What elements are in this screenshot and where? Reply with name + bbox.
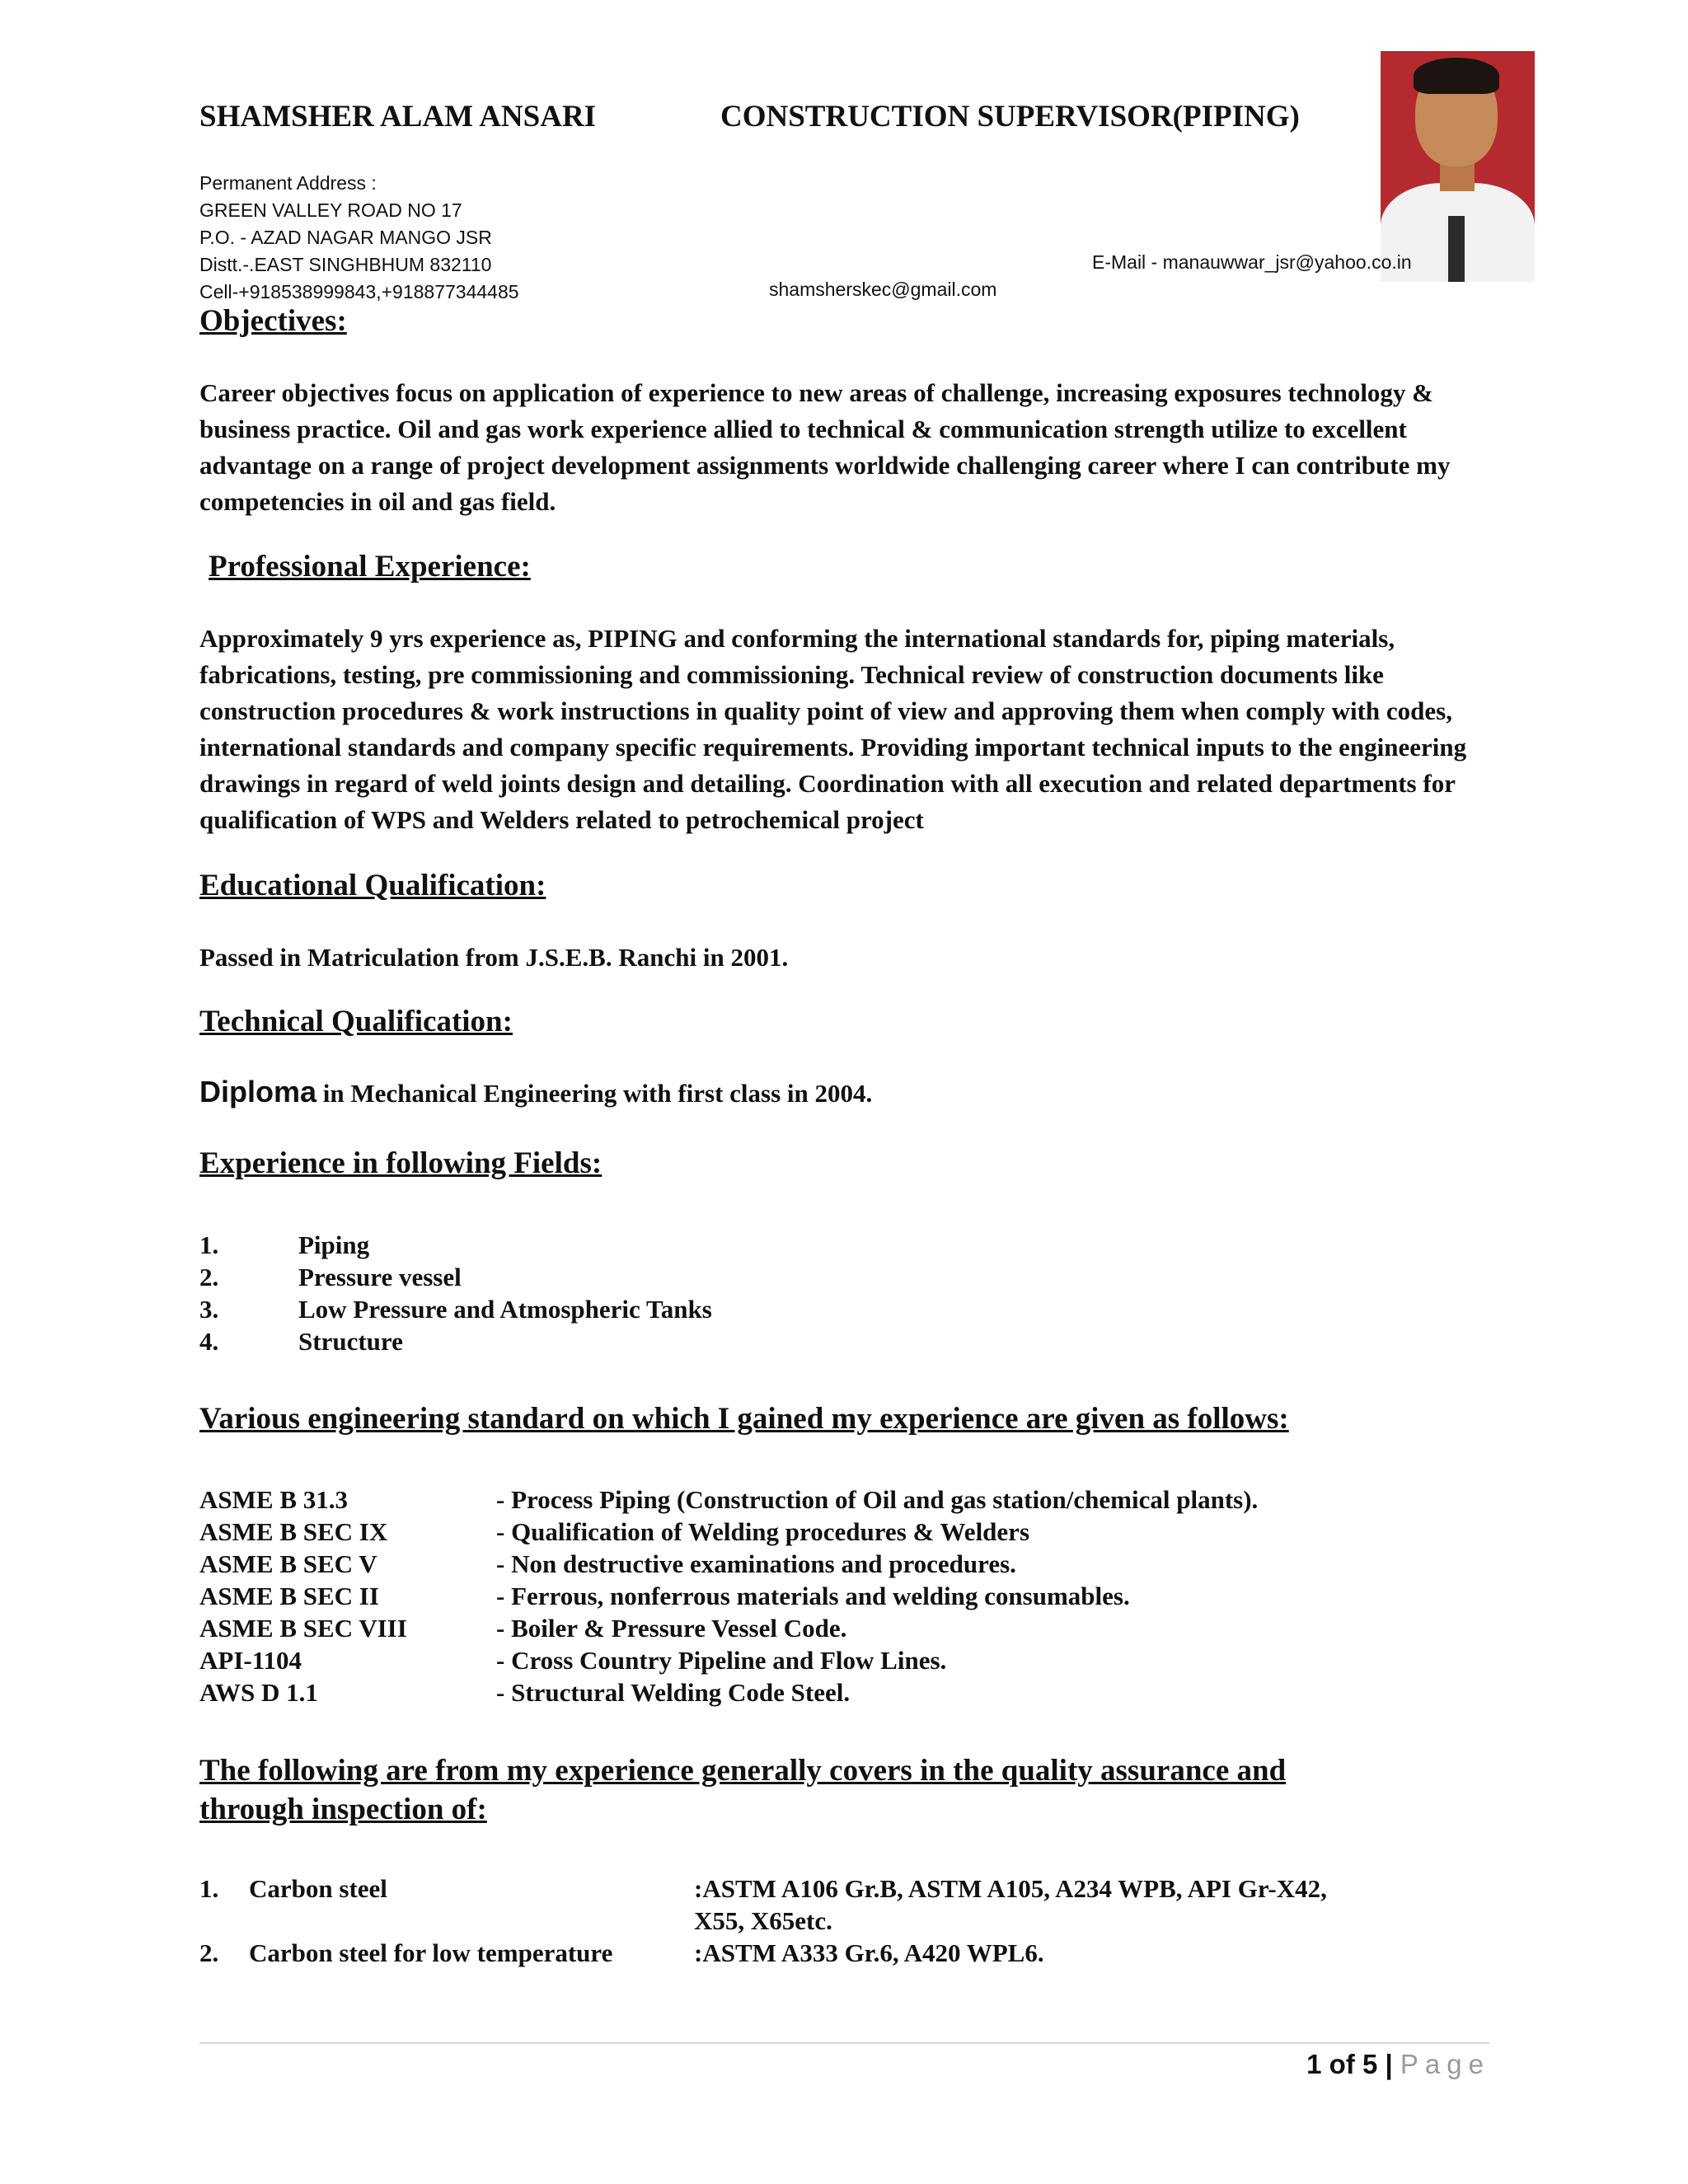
quality-heading-line-1: The following are from my experience generally covers in the quality assurance and (199, 1754, 1287, 1788)
technical-lead: Diploma (199, 1075, 317, 1108)
technical-text (199, 1074, 1493, 1112)
quality-heading-line-2: through inspection of: (199, 1793, 487, 1826)
email-primary: E-Mail - manauwwar_jsr@yahoo.co.in (1092, 251, 1412, 273)
address-line-3: Distt.-.EAST SINGHBHUM 832110 (199, 254, 492, 275)
photo-tie (1448, 216, 1465, 282)
list-item: 4. Structure (199, 1327, 403, 1356)
list-item: 2. Pressure vessel (199, 1263, 462, 1291)
standard-row: ASME B SEC II - Ferrous, nonferrous materials and welding consumables. (199, 1582, 1130, 1610)
contact-block (199, 170, 519, 306)
list-item: 1. Piping (199, 1230, 370, 1259)
quality-heading (199, 1751, 1286, 1829)
material-row: 1. Carbon steel :ASTM A106 Gr.B, ASTM A105, A234 WPB, API Gr-X42, X55, X65etc. (199, 1874, 1327, 1935)
fields-list (199, 1229, 712, 1357)
page-number: 1 of 5 (1306, 2049, 1378, 2079)
technical-heading: Technical Qualification: (199, 1005, 513, 1038)
education-heading: Educational Qualification: (199, 869, 546, 902)
list-item: 3. Low Pressure and Atmospheric Tanks (199, 1295, 712, 1324)
address-line-2: P.O. - AZAD NAGAR MANGO JSR (199, 227, 492, 248)
footer-divider (199, 2042, 1489, 2044)
standard-row: ASME B 31.3 - Process Piping (Construction of Oil and gas station/chemical plants). (199, 1485, 1259, 1514)
photo-hair (1414, 58, 1499, 94)
candidate-name: SHAMSHER ALAM ANSARI (199, 100, 597, 134)
address-label: Permanent Address : (199, 172, 377, 194)
address-line-1: GREEN VALLEY ROAD NO 17 (199, 199, 462, 221)
standard-row: AWS D 1.1 - Structural Welding Code Steel. (199, 1678, 851, 1707)
fields-heading: Experience in following Fields: (199, 1146, 603, 1180)
email-secondary: shamsherskec@gmail.com (769, 279, 997, 300)
page-label: Page (1400, 2049, 1490, 2079)
page-footer (1306, 2049, 1490, 2080)
footer-separator: | (1385, 2049, 1393, 2079)
objectives-heading: Objectives: (199, 304, 347, 338)
standards-list (199, 1483, 1258, 1708)
professional-heading: Professional Experience: (209, 550, 531, 583)
education-text: Passed in Matriculation from J.S.E.B. Ranchi in 2001. (199, 943, 789, 972)
standard-row: API-1104 - Cross Country Pipeline and Flow Lines. (199, 1646, 947, 1675)
standard-row: ASME B SEC V - Non destructive examinations and procedures. (199, 1549, 1016, 1578)
technical-detail: in Mechanical Engineering with first class in 2004. (316, 1079, 873, 1108)
profile-photo (1381, 51, 1535, 282)
job-title: CONSTRUCTION SUPERVISOR(PIPING) (720, 100, 1300, 134)
material-row: 2. Carbon steel for low temperature :ASTM A333 Gr.6, A420 WPL6. (199, 1938, 1044, 1967)
standard-row: ASME B SEC IX - Qualification of Welding procedures & Welders (199, 1517, 1030, 1546)
cell-numbers: Cell-+918538999843,+918877344485 (199, 281, 519, 302)
standard-row: ASME B SEC VIII - Boiler & Pressure Vessel Code. (199, 1614, 847, 1643)
standards-heading: Various engineering standard on which I gained my experience are given as follows: (199, 1402, 1289, 1436)
materials-list (199, 1872, 1436, 1969)
objectives-text: Career objectives focus on application of experience to new areas of challenge, increasing exposures technology & business practice. Oil and gas work experience allied to technical & communication strength utilize to excellent advantage on a range of project development assignments worldwide challenging career where I can contribute my competencies in oil and gas field. (199, 378, 1451, 516)
professional-text: Approximately 9 yrs experience as, PIPING and conforming the international standards for, piping materials, fabrications, testing, pre commissioning and commissioning. Technical review of construction documents like construction procedures & work instructions in quality point of view and approving them when comply with codes, international standards and company specific requirements. Providing important technical inputs to the engineering drawings in regard of weld joints design and detailing. Coordination with all execution and related departments for qualification of WPS and Welders related to petrochemical project (199, 624, 1467, 834)
